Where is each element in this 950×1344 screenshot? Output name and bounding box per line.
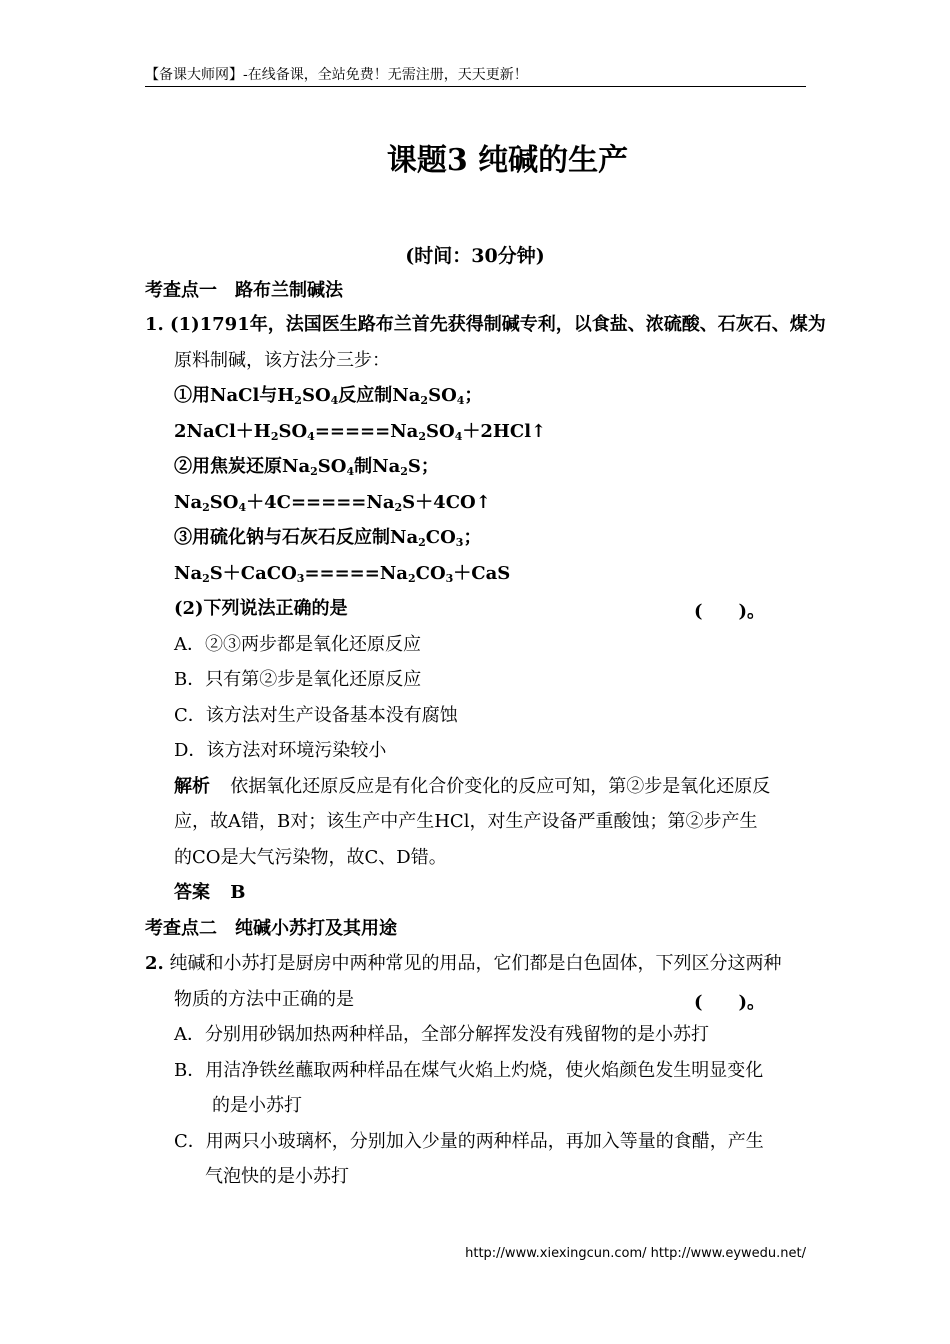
q1-answer	[174, 881, 246, 905]
q2-text-1: 纯碱和小苏打是厨房中两种常见的用品，它们都是白色固体，下列区分这两种	[169, 953, 782, 974]
q1-equation-2: $Na_2SO_4+4C=====Na_2S+4CO↑$	[174, 492, 491, 514]
q1-option-b: B．只有第②步是氧化还原反应	[174, 669, 422, 690]
section-2-heading: 考查点二 纯碱小苏打及其用途	[145, 918, 397, 939]
q1-equation-3: $Na_2S+CaCO_3=====Na_2CO_3+CaS$	[174, 563, 511, 585]
q2-option-b-line-1: B．用洁净铁丝蘸取两种样品在煤气火焰上灼烧，使火焰颜色发生明显变化	[174, 1060, 764, 1081]
q1-analysis-line-1	[174, 775, 770, 799]
page-header: 【备课大师网】-在线备课，全站免费！无需注册，天天更新！	[145, 67, 528, 83]
q2-line-1	[145, 952, 782, 976]
q1-analysis-line-3: 的CO是大气污染物，故C、D错。	[174, 847, 447, 868]
q1-option-a: A．②③两步都是氧化还原反应	[174, 634, 421, 655]
q2-option-c-line-1: C．用两只小玻璃杯，分别加入少量的两种样品，再加入等量的食醋，产生	[174, 1131, 764, 1152]
page-footer-links[interactable]: http://www.xiexingcun.com/ http://www.eywedu.net/	[465, 1246, 806, 1261]
answer-value: B	[230, 882, 246, 903]
header-rule	[145, 86, 806, 87]
q1-analysis-line-2: 应，故A错，B对；该生产中产生HCl，对生产设备严重酸蚀；第②步产生	[174, 811, 758, 832]
analysis-label: 解析	[174, 776, 210, 797]
q2-answer-blank: ( )。	[694, 992, 766, 1013]
q2-option-a: A．分别用砂锅加热两种样品，全部分解挥发没有残留物的是小苏打	[174, 1024, 709, 1045]
q2-line-2: 物质的方法中正确的是	[174, 989, 354, 1010]
q1-step-1: ①用NaCl与$H_2SO_4$反应制$Na_2SO_4$；	[174, 385, 483, 407]
q1-option-c: C．该方法对生产设备基本没有腐蚀	[174, 705, 458, 726]
q1-step-3: ③用硫化钠与石灰石反应制$Na_2CO_3$；	[174, 527, 482, 549]
q1-subquestion: (2)下列说法正确的是	[174, 598, 348, 619]
q2-option-c-line-2: 气泡快的是小苏打	[205, 1166, 349, 1187]
q1-equation-1: $2NaCl+H_2SO_4=====Na_2SO_4+2HCl↑$	[174, 421, 547, 443]
q2-number: 2.	[145, 953, 164, 974]
q1-step-2: ②用焦炭还原$Na_2SO_4$制$Na_2S$；	[174, 456, 439, 478]
q1-option-d: D．该方法对环境污染较小	[174, 740, 387, 761]
section-1-heading: 考查点一 路布兰制碱法	[145, 280, 343, 301]
q1-line-1: 1. (1)1791年，法国医生路布兰首先获得制碱专利，以食盐、浓硫酸、石灰石、煤为	[145, 314, 826, 335]
time-note: (时间：30分钟)	[405, 245, 545, 267]
q2-option-b-line-2: 的是小苏打	[212, 1095, 302, 1116]
q1-line-2: 原料制碱，该方法分三步：	[174, 350, 390, 371]
page-title: 课题3 纯碱的生产	[386, 143, 629, 178]
q1-answer-blank: ( )。	[694, 601, 766, 622]
analysis-text-1: 依据氧化还原反应是有化合价变化的反应可知，第②步是氧化还原反	[230, 776, 771, 797]
answer-label: 答案	[174, 882, 210, 903]
